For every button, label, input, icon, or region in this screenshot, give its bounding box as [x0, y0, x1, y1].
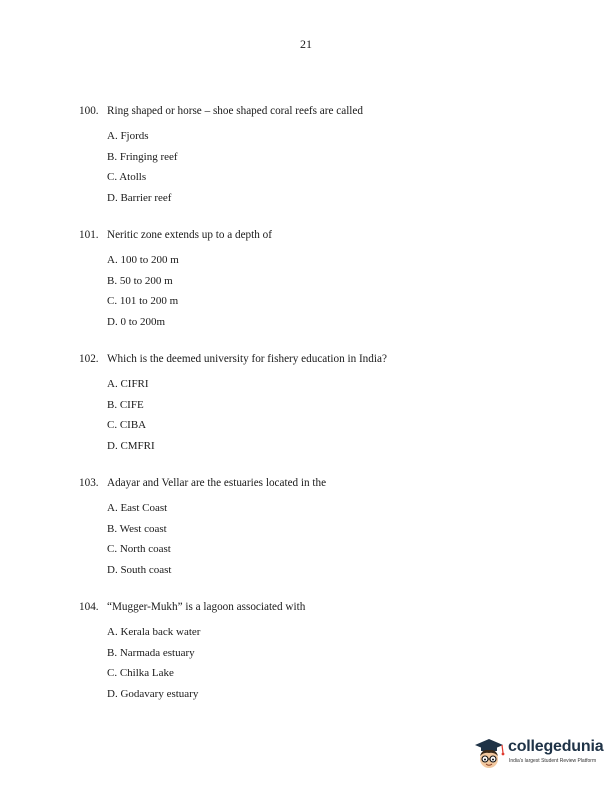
mascot-icon	[472, 736, 506, 772]
question-number: 101.	[79, 229, 99, 241]
option-c: C. North coast	[107, 543, 171, 556]
options-list	[107, 625, 559, 708]
question-number: 104.	[79, 601, 99, 613]
option-a: A. 100 to 200 m	[107, 254, 179, 266]
option-c: C. Chilka Lake	[107, 667, 174, 680]
options-list	[107, 129, 559, 212]
option-d: D. Barrier reef	[107, 192, 172, 205]
option-b: B. Fringing reef	[107, 150, 178, 163]
page-number: 21	[300, 37, 312, 51]
question-text: Which is the deemed university for fishery education in India?	[107, 353, 387, 365]
question-100	[79, 103, 559, 212]
option-b: B. 50 to 200 m	[107, 274, 173, 287]
option-d: D. South coast	[107, 564, 172, 577]
question-103	[79, 475, 559, 584]
option-a: A. Fjords	[107, 130, 149, 142]
option-b: B. CIFE	[107, 398, 144, 411]
question-text: Adayar and Vellar are the estuaries located in the	[107, 477, 327, 489]
option-c: C. CIBA	[107, 419, 147, 432]
question-number: 100.	[79, 105, 99, 117]
option-d: D. Godavary estuary	[107, 688, 199, 701]
options-list	[107, 377, 559, 460]
option-c: C. 101 to 200 m	[107, 295, 179, 308]
question-104	[79, 599, 559, 708]
question-text: “Mugger-Mukh” is a lagoon associated with	[107, 601, 306, 613]
option-d: D. CMFRI	[107, 440, 155, 453]
question-text: Neritic zone extends up to a depth of	[107, 229, 272, 241]
question-102	[79, 351, 559, 460]
question-text: Ring shaped or horse – shoe shaped coral reefs are called	[107, 105, 363, 117]
option-a: A. East Coast	[107, 502, 168, 514]
option-b: B. Narmada estuary	[107, 646, 195, 659]
option-a: A. Kerala back water	[107, 626, 201, 638]
question-101	[79, 227, 559, 336]
option-c: C. Atolls	[107, 171, 147, 184]
collegedunia-logo	[472, 736, 602, 776]
question-number: 102.	[79, 353, 99, 365]
brand-name: collegedunia	[508, 738, 604, 755]
option-a: A. CIFRI	[107, 378, 149, 390]
option-b: B. West coast	[107, 522, 167, 535]
option-d: D. 0 to 200m	[107, 316, 166, 329]
options-list	[107, 501, 559, 584]
brand-tagline: India's largest Student Review Platform	[509, 758, 597, 764]
question-number: 103.	[79, 477, 99, 489]
options-list	[107, 253, 559, 336]
